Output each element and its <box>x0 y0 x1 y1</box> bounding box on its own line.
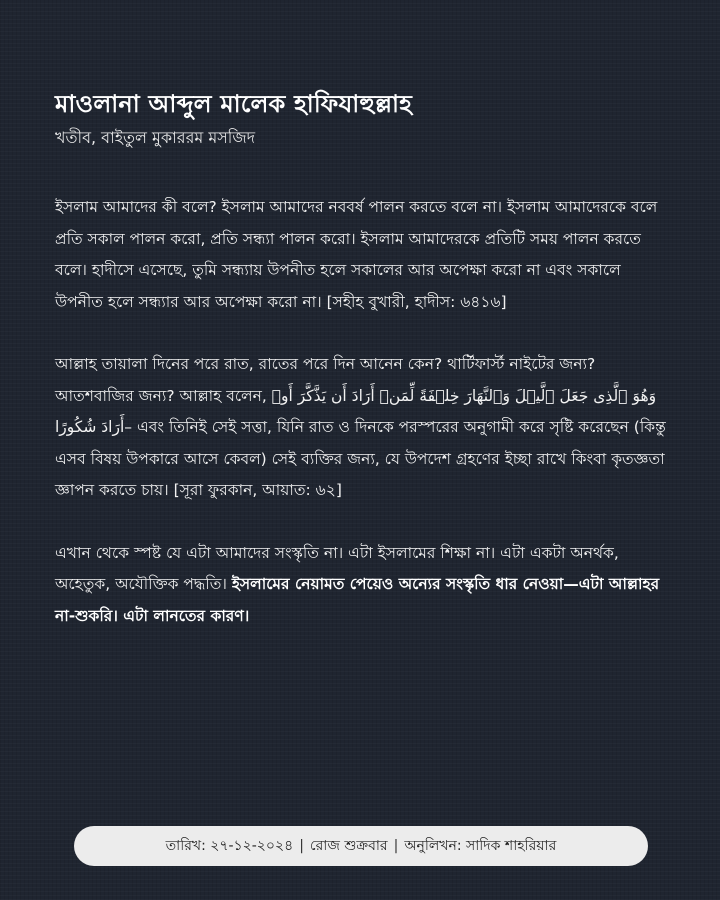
paragraph-2-translation: – এবং তিনিই সেই সত্তা, যিনি রাত ও দিনকে পরস্পরের অনুগামী করে সৃষ্টি করেছেন (কিন্তু এসব বিষয় উপকারে আসে কেবল) সেই ব্যক্তির জন্য, যে উপদেশ গ্রহণের ইচ্ছা রাখে কিংবা কৃতজ্ঞতা জ্ঞাপন করতে চায়। [সূরা ফুরকান, আয়াত: ৬২] <box>55 418 666 499</box>
author-position: খতীব, বাইতুল মুকাররম মসজিদ <box>55 128 256 147</box>
paragraph-3 <box>55 538 667 633</box>
page-title: মাওলানা আব্দুল মালেক হাফিযাহুল্লাহ <box>55 90 413 118</box>
paragraph-1: ইসলাম আমাদের কী বলে? ইসলাম আমাদের নববর্ষ পালন করতে বলে না। ইসলাম আমাদেরকে বলে প্রতি সকাল পালন করো, প্রতি সন্ধ্যা পালন করো। ইসলাম আমাদেরকে প্রতিটি সময় পালন করতে বলে। হাদীসে এসেছে, তুমি সন্ধ্যায় উপনীত হলে সকালের আর অপেক্ষা করো না এবং সকালে উপনীত হলে সন্ধ্যার আর অপেক্ষা করো না। [সহীহ বুখারী, হাদীস: ৬৪১৬] <box>55 198 658 311</box>
footer-separator: | <box>393 838 399 854</box>
paragraph-2 <box>55 349 667 507</box>
footer-info-pill <box>74 826 648 866</box>
footer-date: তারিখ: ২৭-১২-২০২৪ <box>165 838 294 854</box>
footer-transcriber: অনুলিখন: সাদিক শাহরিয়ার <box>404 838 557 854</box>
article <box>55 86 667 632</box>
paragraph-3-emphasis: ইসলামের নেয়ামত পেয়েও অন্যের সংস্কৃতি ধার নেওয়া—এটা আল্লাহর না-শুকরি। এটা লানতের কারণ। <box>55 575 660 625</box>
paragraph-3-text: এখান থেকে স্পষ্ট যে এটা আমাদের সংস্কৃতি না। এটা ইসলামের শিক্ষা না। এটা একটা অনর্থক, অহেতুক, অযৌক্তিক পদ্ধতি। <box>55 543 619 593</box>
footer-separator: | <box>299 838 304 854</box>
quran-verse-arabic: وَهُوَ ٱلَّذِى جَعَلَ ٱلَّيۡلَ وَٱلنَّهَارَ خِلۡفَةً لِّمَنۡ أَرَادَ أَن يَذَّكَّرَ أَوۡ أَرَادَ شُكُورًا <box>55 386 657 436</box>
footer-day: রোজ শুক্রবার <box>309 838 388 854</box>
paragraph-2-intro: আল্লাহ তায়ালা দিনের পরে রাত, রাতের পরে দিন আনেন কেন? থার্টিফার্স্ট নাইটের জন্য? আতশবাজির জন্য? আল্লাহ বলেন, <box>55 355 596 405</box>
